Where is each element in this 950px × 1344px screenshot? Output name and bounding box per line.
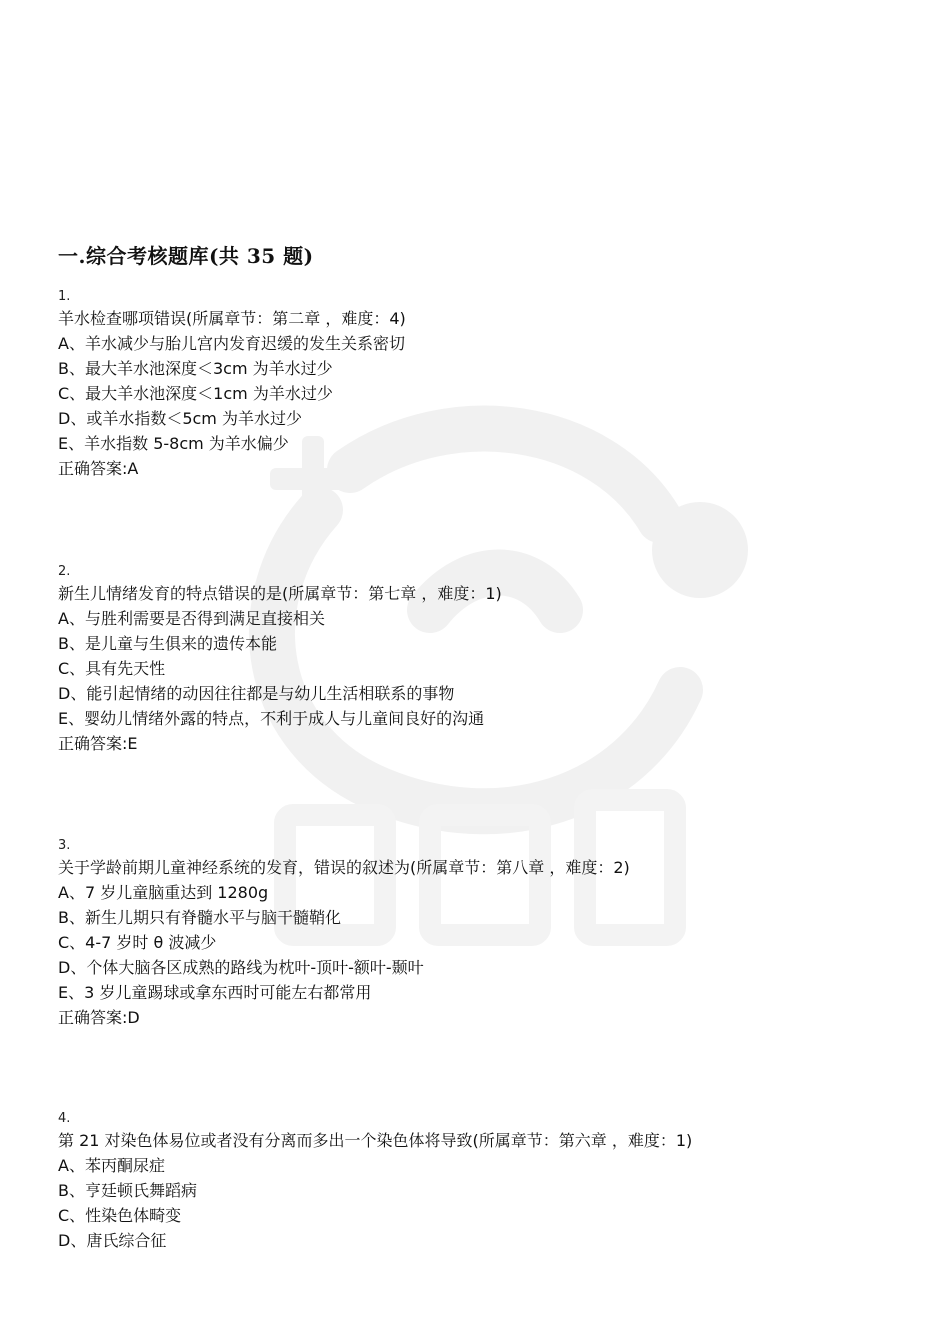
option-a: A、与胜利需要是否得到满足直接相关	[58, 609, 325, 628]
option-b: B、亨廷顿氏舞蹈病	[58, 1181, 197, 1200]
option-c: C、4-7 岁时 θ 波减少	[58, 933, 217, 952]
option-a: A、苯丙酮尿症	[58, 1156, 165, 1175]
option-b: B、最大羊水池深度＜3cm 为羊水过少	[58, 359, 333, 378]
question-number: 2.	[58, 564, 71, 579]
option-d: D、能引起情绪的动因往往都是与幼儿生活相联系的事物	[58, 684, 455, 703]
question-3	[58, 837, 918, 1030]
correct-answer: 正确答案:E	[58, 734, 138, 753]
option-d: D、个体大脑各区成熟的路线为枕叶-顶叶-额叶-颞叶	[58, 958, 424, 977]
option-c: C、具有先天性	[58, 659, 166, 678]
section-title: 一.综合考核题库(共 35 题)	[58, 244, 314, 268]
option-b: B、新生儿期只有脊髓水平与脑干髓鞘化	[58, 908, 341, 927]
option-c: C、性染色体畸变	[58, 1206, 182, 1225]
option-a: A、7 岁儿童脑重达到 1280g	[58, 883, 269, 902]
option-e: E、婴幼儿情绪外露的特点，不利于成人与儿童间良好的沟通	[58, 709, 485, 728]
option-b: B、是儿童与生俱来的遗传本能	[58, 634, 277, 653]
question-stem: 羊水检查哪项错误(所属章节：第二章 ，难度：4)	[58, 309, 406, 328]
question-2	[58, 563, 918, 756]
option-e: E、羊水指数 5-8cm 为羊水偏少	[58, 434, 289, 453]
question-stem: 新生儿情绪发育的特点错误的是(所属章节：第七章 ，难度：1)	[58, 584, 502, 603]
question-4	[58, 1110, 918, 1253]
question-1	[58, 288, 918, 481]
question-number: 3.	[58, 838, 71, 853]
question-number: 1.	[58, 289, 71, 304]
question-stem: 第 21 对染色体易位或者没有分离而多出一个染色体将导致(所属章节：第六章 ，难度：1)	[58, 1131, 693, 1150]
option-a: A、羊水减少与胎儿宫内发育迟缓的发生关系密切	[58, 334, 405, 353]
question-stem: 关于学龄前期儿童神经系统的发育，错误的叙述为(所属章节：第八章 ，难度：2)	[58, 858, 630, 877]
option-d: D、或羊水指数＜5cm 为羊水过少	[58, 409, 302, 428]
correct-answer: 正确答案:A	[58, 459, 139, 478]
option-c: C、最大羊水池深度＜1cm 为羊水过少	[58, 384, 333, 403]
option-d: D、唐氏综合征	[58, 1231, 167, 1250]
question-number: 4.	[58, 1111, 71, 1126]
option-e: E、3 岁儿童踢球或拿东西时可能左右都常用	[58, 983, 372, 1002]
correct-answer: 正确答案:D	[58, 1008, 140, 1027]
